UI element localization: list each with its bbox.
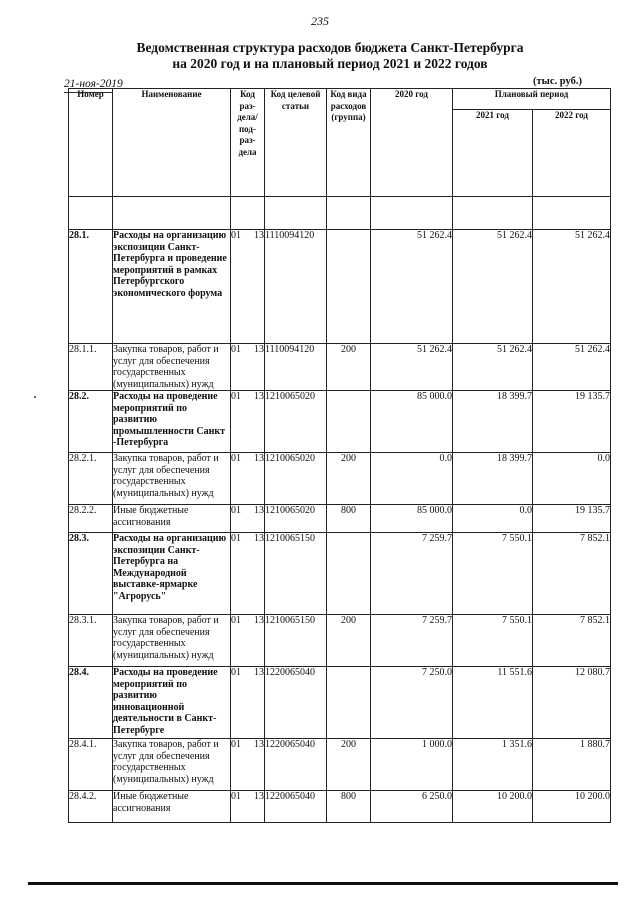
row-section-code <box>231 344 265 391</box>
row-amount-2022: 19 135.7 <box>533 391 611 453</box>
row-amount-2021: 0.0 <box>453 505 533 533</box>
header-name: Наименование <box>113 89 231 197</box>
row-section-code <box>231 615 265 667</box>
row-amount-2022: 1 880.7 <box>533 739 611 791</box>
table-row <box>69 533 611 615</box>
row-target-code: 1220065040 <box>265 667 327 739</box>
row-amount-2021: 51 262.4 <box>453 230 533 344</box>
title-line-1: Ведомственная структура расходов бюджета Санкт-Петербурга <box>136 40 524 55</box>
row-podrazdel: 13 <box>254 230 264 241</box>
document-date: 21-ноя-2019 <box>64 78 123 90</box>
row-razdel: 01 <box>231 739 241 750</box>
row-number: 28.2.1. <box>69 453 113 505</box>
row-amount-2022: 51 262.4 <box>533 230 611 344</box>
table-row <box>69 453 611 505</box>
header-section-code: Код раз-дела/ под-раз-дела <box>231 89 265 197</box>
row-number: 28.4.2. <box>69 791 113 823</box>
row-name: Иные бюджетные ассигнования <box>113 505 231 533</box>
row-amount-2021: 1 351.6 <box>453 739 533 791</box>
row-razdel: 01 <box>231 505 241 516</box>
row-amount-2022: 19 135.7 <box>533 505 611 533</box>
row-name: Расходы на организацию экспозиции Санкт-Петербурга на Международной выставке-ярмарке "Агрорусь" <box>113 533 231 615</box>
row-amount-2020: 1 000.0 <box>371 739 453 791</box>
row-podrazdel: 13 <box>254 533 264 544</box>
header-target-code: Код целевой статьи <box>265 89 327 197</box>
row-podrazdel: 13 <box>254 505 264 516</box>
bottom-rule <box>28 882 618 885</box>
row-target-code: 1110094120 <box>265 230 327 344</box>
document-title <box>110 40 550 72</box>
row-number: 28.1. <box>69 230 113 344</box>
row-amount-2022: 51 262.4 <box>533 344 611 391</box>
row-expense-kind: 200 <box>327 739 371 791</box>
row-expense-kind <box>327 667 371 739</box>
row-amount-2022: 0.0 <box>533 453 611 505</box>
row-amount-2020: 51 262.4 <box>371 344 453 391</box>
row-razdel: 01 <box>231 344 241 355</box>
row-podrazdel: 13 <box>254 453 264 464</box>
row-podrazdel: 13 <box>254 791 264 802</box>
row-amount-2021: 18 399.7 <box>453 391 533 453</box>
table-row <box>69 791 611 823</box>
table-row <box>69 344 611 391</box>
row-name: Закупка товаров, работ и услуг для обеспечения государственных (муниципальных) нужд <box>113 739 231 791</box>
row-section-code <box>231 230 265 344</box>
table-row <box>69 615 611 667</box>
row-name: Закупка товаров, работ и услуг для обеспечения государственных (муниципальных) нужд <box>113 453 231 505</box>
row-name: Закупка товаров, работ и услуг для обеспечения государственных (муниципальных) нужд <box>113 615 231 667</box>
row-target-code: 1210065150 <box>265 533 327 615</box>
row-name: Расходы на проведение мероприятий по развитию промышленности Санкт -Петербурга <box>113 391 231 453</box>
budget-table <box>68 88 611 823</box>
row-target-code: 1210065020 <box>265 453 327 505</box>
title-line-2: на 2020 год и на плановый период 2021 и 2022 годов <box>172 56 488 71</box>
table-row <box>69 391 611 453</box>
row-podrazdel: 13 <box>254 391 264 402</box>
row-amount-2021: 7 550.1 <box>453 615 533 667</box>
row-name: Расходы на проведение мероприятий по развитию инновационной деятельности в Санкт-Петербурге <box>113 667 231 739</box>
row-target-code: 1220065040 <box>265 739 327 791</box>
header-number: Номер <box>69 89 113 197</box>
row-amount-2022: 12 080.7 <box>533 667 611 739</box>
header-2021: 2021 год <box>453 110 533 197</box>
row-amount-2020: 7 250.0 <box>371 667 453 739</box>
row-amount-2020: 85 000.0 <box>371 391 453 453</box>
row-number: 28.2. <box>69 391 113 453</box>
table-row <box>69 739 611 791</box>
table-row <box>69 667 611 739</box>
row-razdel: 01 <box>231 667 241 678</box>
header-2020: 2020 год <box>371 89 453 197</box>
row-section-code <box>231 453 265 505</box>
row-amount-2021: 51 262.4 <box>453 344 533 391</box>
row-section-code <box>231 391 265 453</box>
row-section-code <box>231 739 265 791</box>
row-podrazdel: 13 <box>254 344 264 355</box>
row-amount-2021: 10 200.0 <box>453 791 533 823</box>
row-razdel: 01 <box>231 615 241 626</box>
row-expense-kind: 800 <box>327 505 371 533</box>
row-amount-2020: 0.0 <box>371 453 453 505</box>
table-row <box>69 505 611 533</box>
row-amount-2021: 7 550.1 <box>453 533 533 615</box>
row-amount-2022: 10 200.0 <box>533 791 611 823</box>
header-planning-period: Плановый период <box>453 89 611 110</box>
row-expense-kind: 800 <box>327 791 371 823</box>
row-target-code: 1210065150 <box>265 615 327 667</box>
row-name: Закупка товаров, работ и услуг для обеспечения государственных (муниципальных) нужд <box>113 344 231 391</box>
row-name: Расходы на организацию экспозиции Санкт-Петербурга и проведение мероприятий в рамках Петербургского экономического форума <box>113 230 231 344</box>
row-expense-kind: 200 <box>327 344 371 391</box>
row-expense-kind <box>327 391 371 453</box>
row-podrazdel: 13 <box>254 667 264 678</box>
row-number: 28.1.1. <box>69 344 113 391</box>
table-spacer-row <box>69 197 611 230</box>
table-row <box>69 230 611 344</box>
row-podrazdel: 13 <box>254 739 264 750</box>
row-amount-2022: 7 852.1 <box>533 533 611 615</box>
row-number: 28.3. <box>69 533 113 615</box>
row-name: Иные бюджетные ассигнования <box>113 791 231 823</box>
header-2022: 2022 год <box>533 110 611 197</box>
row-amount-2020: 7 259.7 <box>371 533 453 615</box>
row-number: 28.4. <box>69 667 113 739</box>
row-expense-kind <box>327 533 371 615</box>
row-amount-2020: 51 262.4 <box>371 230 453 344</box>
row-number: 28.3.1. <box>69 615 113 667</box>
row-razdel: 01 <box>231 533 241 544</box>
scan-speck <box>34 396 36 398</box>
row-amount-2021: 11 551.6 <box>453 667 533 739</box>
row-amount-2020: 85 000.0 <box>371 505 453 533</box>
row-number: 28.4.1. <box>69 739 113 791</box>
row-razdel: 01 <box>231 230 241 241</box>
row-section-code <box>231 667 265 739</box>
row-razdel: 01 <box>231 791 241 802</box>
row-razdel: 01 <box>231 391 241 402</box>
row-section-code <box>231 533 265 615</box>
header-expense-kind: Код вида расходов (группа) <box>327 89 371 197</box>
row-amount-2022: 7 852.1 <box>533 615 611 667</box>
row-target-code: 1210065020 <box>265 391 327 453</box>
row-expense-kind: 200 <box>327 615 371 667</box>
row-amount-2020: 6 250.0 <box>371 791 453 823</box>
row-podrazdel: 13 <box>254 615 264 626</box>
row-expense-kind <box>327 230 371 344</box>
row-section-code <box>231 505 265 533</box>
row-target-code: 1110094120 <box>265 344 327 391</box>
row-target-code: 1210065020 <box>265 505 327 533</box>
row-amount-2020: 7 259.7 <box>371 615 453 667</box>
row-target-code: 1220065040 <box>265 791 327 823</box>
row-razdel: 01 <box>231 453 241 464</box>
row-section-code <box>231 791 265 823</box>
row-expense-kind: 200 <box>327 453 371 505</box>
page-number: 235 <box>311 14 329 28</box>
row-amount-2021: 18 399.7 <box>453 453 533 505</box>
row-number: 28.2.2. <box>69 505 113 533</box>
units-label: (тыс. руб.) <box>533 76 582 87</box>
